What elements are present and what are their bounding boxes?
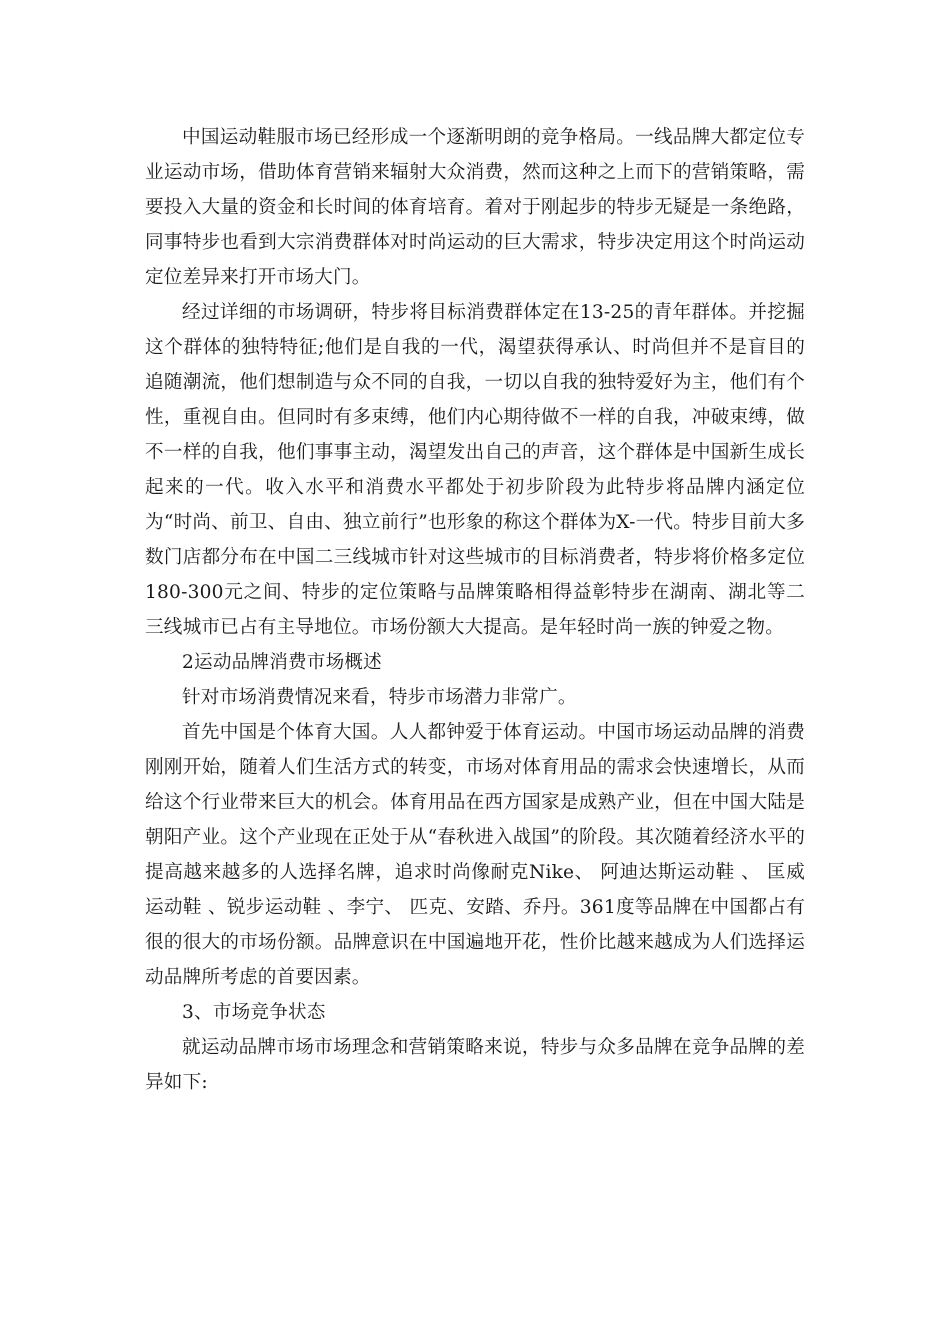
section-heading-2: 2运动品牌消费市场概述: [182, 652, 382, 673]
paragraph-target-consumers: 经过详细的市场调研，特步将目标消费群体定在13-25的青年群体。并挖掘这个群体的独特特征;他们是自我的一代，渴望获得承认、时尚但并不是盲目的追随潮流，他们想制造与众不同的自我，一切以自我的独特爱好为主，他们有个性，重视自由。但同时有多束缚，他们内心期待做不一样的自我，冲破束缚，做不一样的自我，他们事事主动，渴望发出自己的声音，这个群体是中国新生成长起来的一代。收入水平和消费水平都处于初步阶段为此特步将品牌内涵定位为“时尚、前卫、自由、独立前行”也形象的称这个群体为X-一代。特步目前大多数门店都分布在中国二三线城市针对这些城市的目标消费者，特步将价格多定位180-300元之间、特步的定位策略与品牌策略相得益彰特步在湖南、湖北等二三线城市已占有主导地位。市场份额大大提高。是年轻时尚一族的钟爱之物。: [145, 302, 805, 638]
paragraph-sports-nation: 首先中国是个体育大国。人人都钟爱于体育运动。中国市场运动品牌的消费刚刚开始，随着人们生活方式的转变，市场对体育用品的需求会快速增长，从而给这个行业带来巨大的机会。体育用品在西方国家是成熟产业，但在中国大陆是朝阳产业。这个产业现在正处于从“春秋进入战国”的阶段。其次随着经济水平的提高越来越多的人选择名牌，追求时尚像耐克Nike、 阿迪达斯运动鞋 、 匡威运动鞋 、锐步运动鞋 、李宁、 匹克、安踏、乔丹。361度等品牌在中国都占有很的很大的市场份额。品牌意识在中国遍地开花，性价比越来越成为人们选择运动品牌所考虑的首要因素。: [145, 722, 805, 988]
paragraph-market-landscape: 中国运动鞋服市场已经形成一个逐渐明朗的竞争格局。一线品牌大都定位专业运动市场，借助体育营销来辐射大众消费，然而这种之上而下的营销策略，需要投入大量的资金和长时间的体育培育。着对于刚起步的特步无疑是一条绝路，同事特步也看到大宗消费群体对时尚运动的巨大需求，特步决定用这个时尚运动定位差异来打开市场大门。: [145, 127, 805, 288]
document-body: [145, 120, 805, 1100]
paragraph-market-potential: 针对市场消费情况来看，特步市场潜力非常广。: [182, 687, 577, 708]
paragraph-competition-diff: 就运动品牌市场市场理念和营销策略来说，特步与众多品牌在竞争品牌的差异如下:: [145, 1037, 805, 1093]
section-heading-3: 3、市场竞争状态: [182, 1002, 326, 1023]
